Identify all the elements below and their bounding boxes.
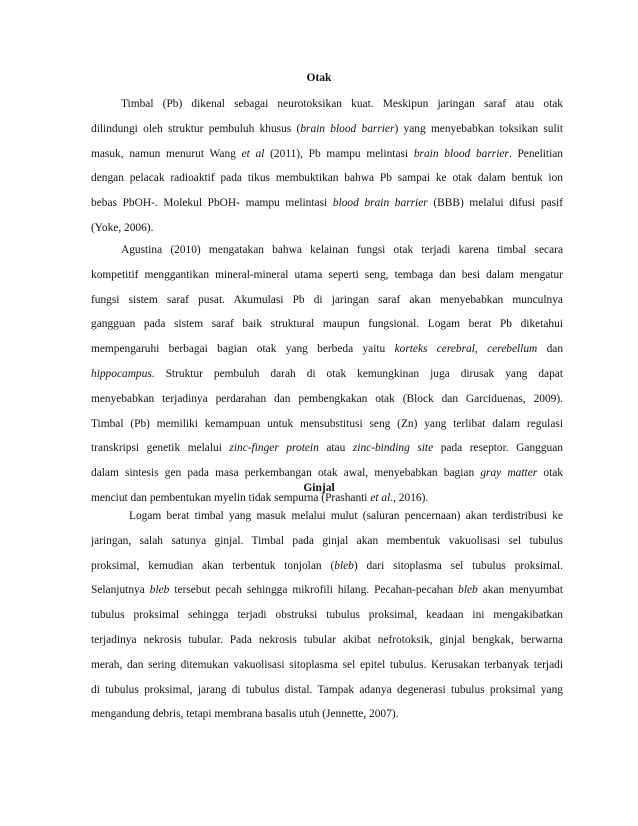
text-run: (Yoke, 2006). xyxy=(91,221,154,234)
text-line xyxy=(91,166,563,191)
text-line xyxy=(91,412,563,437)
text-run: terjadinya nekrosis tubular. Pada nekrosis tubular akibat nefrotoksik, ginjal bengkak, berwarna xyxy=(91,633,563,646)
text-line xyxy=(91,578,563,603)
text-line xyxy=(91,312,563,337)
text-run: . Struktur pembuluh darah di otak kemungkinan juga dirusak yang dapat xyxy=(151,367,563,380)
text-run: proksimal, kemudian akan terbentuk tonjolan ( xyxy=(91,559,335,572)
text-line xyxy=(91,117,563,142)
text-line xyxy=(91,678,563,703)
text-line xyxy=(91,702,563,727)
italic-term: bleb xyxy=(149,584,170,597)
text-run: dan xyxy=(537,343,563,356)
italic-term: cerebellum xyxy=(487,343,538,356)
text-run: (2011), Pb mampu melintasi xyxy=(264,147,414,160)
italic-term: et al xyxy=(370,491,391,504)
text-line xyxy=(91,436,563,461)
text-line xyxy=(91,628,563,653)
text-run: mengandung debris, tetapi membrana basalis utuh (Jennette, 2007). xyxy=(91,708,399,721)
italic-term: blood brain barrier xyxy=(332,197,428,210)
text-run: fungsi sistem saraf pusat. Akumulasi Pb di jaringan saraf akan menyebabkan munculnya xyxy=(91,293,563,306)
text-run: (BBB) melalui difusi pasif xyxy=(427,197,563,210)
text-line xyxy=(91,191,563,216)
text-run: bebas PbOH-. Molekul PbOH- mampu melintasi xyxy=(91,197,333,210)
text-run: Timbal (Pb) memiliki kemampuan untuk mensubstitusi seng (Zn) yang terlibat dalam regulasi xyxy=(91,417,563,430)
text-run: gangguan pada sistem saraf baik struktural maupun fungsional. Logam berat Pb diketahui xyxy=(91,318,563,331)
text-run: dengan pelacak radioaktif pada tikus membuktikan bahwa Pb sampai ke otak dalam bentuk ion xyxy=(91,172,563,185)
text-line xyxy=(91,263,563,288)
text-run: otak xyxy=(537,467,563,480)
italic-term: korteks cerebral xyxy=(394,343,475,356)
text-run: menyebabkan terjadinya perdarahan dan pembengkakan otak (Block dan Garciduenas, 2009). xyxy=(91,392,563,405)
text-run: pada reseptor. Gangguan xyxy=(433,442,563,455)
text-line xyxy=(91,238,563,263)
italic-term: et al xyxy=(241,147,265,160)
italic-term: bleb xyxy=(458,584,478,597)
text-run: ) dari sitoplasma sel tubulus proksimal. xyxy=(353,559,563,572)
text-run: Logam berat timbal yang masuk melalui mulut (saluran pencernaan) akan terdistribusi ke xyxy=(129,510,563,522)
text-run: kompetitif menggantikan mineral-mineral utama seperti seng, tembaga dan besi dalam mengatur xyxy=(91,268,563,281)
text-line xyxy=(91,504,563,529)
paragraph xyxy=(91,92,563,241)
text-run: . Penelitian xyxy=(508,147,563,160)
text-line xyxy=(91,387,563,412)
text-run: dalam sintesis gen pada masa perkembangan otak awal, menyebabkan bagian xyxy=(91,467,481,480)
text-run: masuk, namun menurut Wang xyxy=(91,147,242,160)
text-run: ) yang menyebabkan toksikan sulit xyxy=(394,122,563,135)
text-run: jaringan, salah satunya ginjal. Timbal pada ginjal akan membentuk vakuolisasi sel tubulus xyxy=(91,534,563,547)
text-run: akan menyumbat xyxy=(477,584,563,597)
paragraph xyxy=(91,238,563,511)
text-line xyxy=(91,554,563,579)
section-title-otak: Otak xyxy=(306,72,332,84)
italic-term: zinc-binding site xyxy=(352,442,434,455)
text-run: , xyxy=(474,343,488,356)
text-run: tersebut pecah sehingga mikrofili hilang. Pecahan-pecahan xyxy=(169,584,459,597)
text-line xyxy=(91,337,563,362)
italic-term: gray matter xyxy=(480,467,538,480)
text-run: transkripsi genetik melalui xyxy=(91,442,230,455)
italic-term: brain blood barrier xyxy=(413,147,509,160)
text-line xyxy=(91,603,563,628)
text-line xyxy=(91,362,563,387)
text-run: tubulus proksimal sehingga terjadi obstruksi tubulus proksimal, keadaan ini mengakibatkan xyxy=(91,609,563,622)
text-run: dilindungi oleh struktur pembuluh khusus ( xyxy=(91,122,301,135)
text-run: ., 2016). xyxy=(390,491,429,504)
text-run: Selanjutnya xyxy=(91,584,150,597)
text-line xyxy=(91,92,563,117)
italic-term: bleb xyxy=(334,559,354,572)
text-line xyxy=(91,288,563,313)
text-run: Agustina (2010) mengatakan bahwa kelainan fungsi otak terjadi karena timbal secara xyxy=(121,244,563,256)
italic-term: zinc-finger protein xyxy=(229,442,319,455)
italic-term: brain blood barrier xyxy=(300,122,395,135)
text-line xyxy=(91,142,563,167)
text-run: atau xyxy=(318,442,353,455)
italic-term: hippocampus xyxy=(91,367,152,380)
text-run: menciut dan pembentukan myelin tidak sempurna (Prashanti xyxy=(91,491,371,504)
text-line xyxy=(91,529,563,554)
paragraph xyxy=(91,504,563,727)
text-run: di tubulus proksimal, jarang di tubulus distal. Tampak adanya degenerasi tubulus proksimal yang xyxy=(91,683,563,696)
text-run: mempengaruhi berbagai bagian otak yang berbeda yaitu xyxy=(91,343,395,356)
text-line xyxy=(91,653,563,678)
text-run: merah, dan sering ditemukan vakuolisasi sitoplasma sel epitel tubulus. Kerusakan terbanyak terjadi xyxy=(91,658,563,671)
text-run: Timbal (Pb) dikenal sebagai neurotoksikan kuat. Meskipun jaringan saraf atau otak xyxy=(121,98,563,110)
section-title-ginjal: Ginjal xyxy=(303,482,335,494)
